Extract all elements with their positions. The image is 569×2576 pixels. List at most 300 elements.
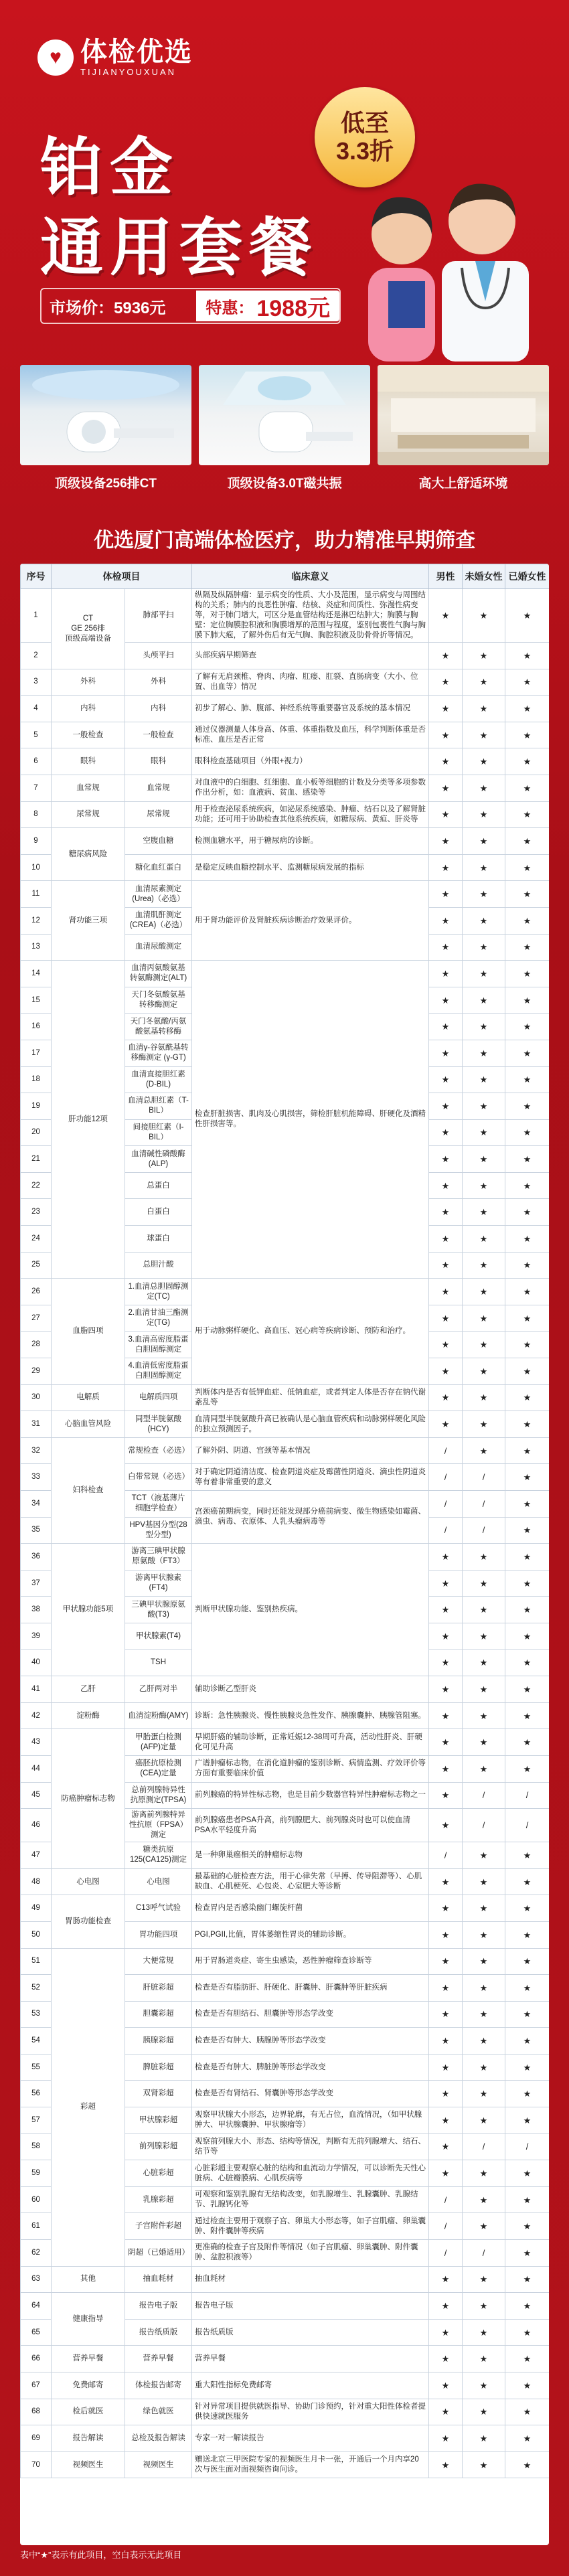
cell-unmarried-female: ★	[463, 1119, 505, 1146]
cell-item: 糖化血红蛋白	[125, 854, 192, 881]
cell-unmarried-female: ★	[463, 2266, 505, 2293]
cell-male: ★	[429, 987, 463, 1014]
cell-male: ★	[429, 1702, 463, 1729]
cell-married-female: ★	[505, 1411, 550, 1438]
cell-category: 检后就医	[52, 2399, 125, 2425]
cell-index: 48	[21, 1868, 52, 1895]
table-row	[21, 801, 550, 828]
cell-item: 总蛋白	[125, 1172, 192, 1199]
cell-married-female: ★	[505, 2107, 550, 2134]
cell-index: 63	[21, 2266, 52, 2293]
cell-unmarried-female: ★	[463, 1066, 505, 1093]
cell-male: ★	[429, 907, 463, 934]
cell-index: 19	[21, 1093, 52, 1120]
cell-item: 天门冬氨酸氨基转移酶测定	[125, 987, 192, 1014]
cell-male: ★	[429, 1199, 463, 1226]
cell-index: 15	[21, 987, 52, 1014]
cell-index: 31	[21, 1411, 52, 1438]
cell-index: 23	[21, 1199, 52, 1226]
cell-index: 25	[21, 1252, 52, 1279]
cell-male: ★	[429, 1305, 463, 1332]
photo-environment	[378, 365, 549, 499]
cell-index: 40	[21, 1649, 52, 1676]
cell-meaning: 最基础的心脏检查方法，用于心律失常（早搏、传导阻滞等）、心肌缺血、心肌梗死、心包炎、心室肥大等诊断	[192, 1868, 429, 1895]
mri-image	[199, 365, 370, 465]
cell-married-female: ★	[505, 1226, 550, 1253]
cell-unmarried-female: /	[463, 2240, 505, 2267]
cell-category: 心电图	[52, 1868, 125, 1895]
cell-married-female: ★	[505, 1649, 550, 1676]
cell-item: 2.血清甘油三酯测定(TG)	[125, 1305, 192, 1332]
cell-male: ★	[429, 696, 463, 722]
cell-index: 12	[21, 907, 52, 934]
checkup-table	[20, 564, 549, 2478]
cell-item: 游离前列腺特异性抗原（FPSA）测定	[125, 1809, 192, 1842]
cell-unmarried-female: ★	[463, 775, 505, 801]
cell-category: 肝功能12项	[52, 961, 125, 1279]
cell-male: ★	[429, 1570, 463, 1597]
cell-unmarried-female: ★	[463, 1226, 505, 1253]
cell-unmarried-female: ★	[463, 1384, 505, 1411]
cell-married-female: ★	[505, 2160, 550, 2187]
cell-item: 血清总胆红素（T-BIL）	[125, 1093, 192, 1120]
cell-unmarried-female: ★	[463, 2186, 505, 2213]
cell-index: 6	[21, 748, 52, 775]
cell-married-female: ★	[505, 696, 550, 722]
cell-index: 26	[21, 1279, 52, 1305]
cell-item: 总前列腺特异性抗原测定(TPSA)	[125, 1782, 192, 1809]
cell-index: 32	[21, 1437, 52, 1464]
cell-unmarried-female: ★	[463, 643, 505, 669]
cell-unmarried-female: ★	[463, 1729, 505, 1756]
cell-unmarried-female: ★	[463, 2451, 505, 2478]
lobby-graphic	[378, 365, 549, 465]
market-price: 市场价：5936元	[50, 299, 166, 317]
cell-index: 9	[21, 828, 52, 855]
cell-meaning: 检查胃内是否感染幽门螺旋杆菌	[192, 1895, 429, 1922]
brand-title: 体检优选	[80, 37, 193, 67]
cell-index: 8	[21, 801, 52, 828]
lobby-image	[378, 365, 549, 465]
cell-married-female: ★	[505, 828, 550, 855]
cell-index: 30	[21, 1384, 52, 1411]
cell-male: ★	[429, 1119, 463, 1146]
cell-male: ★	[429, 1868, 463, 1895]
cell-item: 内科	[125, 696, 192, 722]
cell-meaning: 诊断：急性胰腺炎、慢性胰腺炎急性发作、胰腺囊肿、胰腺管阻塞。	[192, 1702, 429, 1729]
cell-item: 电解质四项	[125, 1384, 192, 1411]
header-unmarried-female: 未婚女性	[463, 564, 505, 589]
cell-male: ★	[429, 1623, 463, 1649]
cell-married-female: ★	[505, 987, 550, 1014]
cell-index: 56	[21, 2081, 52, 2107]
cell-unmarried-female: ★	[463, 987, 505, 1014]
cell-index: 33	[21, 1464, 52, 1491]
cell-meaning: 对于确定阴道清洁度、检查阴道炎症及霉菌性阴道炎、滴虫性阴道炎等有着非常重要的意义	[192, 1464, 429, 1491]
hero-banner	[0, 0, 569, 509]
cell-married-female: ★	[505, 907, 550, 934]
cell-item: 血清尿素测定 (Urea)（必选）	[125, 881, 192, 908]
cell-married-female: ★	[505, 1868, 550, 1895]
cell-index: 16	[21, 1014, 52, 1040]
cell-meaning: 辅助诊断乙型肝炎	[192, 1676, 429, 1703]
cell-meaning: PGI,PGII,比值，胃体萎缩性胃炎的辅助诊断。	[192, 1921, 429, 1948]
cell-meaning: 观察甲状腺大小形态，边界轮廓，有无占位，血流情况，（如甲状腺肿大、甲状腺囊肿、甲状腺瘤等）	[192, 2107, 429, 2134]
cell-married-female: ★	[505, 2186, 550, 2213]
cell-unmarried-female: ★	[463, 934, 505, 961]
cell-meaning: 用于肾功能评价及肾脏疾病诊断治疗效果评价。	[192, 881, 429, 961]
table-row	[21, 961, 550, 987]
cell-unmarried-female: ★	[463, 1842, 505, 1869]
cell-male: ★	[429, 722, 463, 748]
special-price-label: 特惠：	[206, 299, 254, 317]
cell-item: 球蛋白	[125, 1226, 192, 1253]
cell-index: 24	[21, 1226, 52, 1253]
cell-meaning: 前列腺癌的特异性标志物，也是目前少数器官特异性肿瘤标志物之一	[192, 1782, 429, 1809]
cell-male: ★	[429, 1384, 463, 1411]
cell-unmarried-female: ★	[463, 1544, 505, 1571]
cell-item: 抽血耗材	[125, 2266, 192, 2293]
cell-married-female: ★	[505, 775, 550, 801]
cell-male: ★	[429, 1729, 463, 1756]
cell-male: ★	[429, 2346, 463, 2372]
cell-index: 66	[21, 2346, 52, 2372]
special-price-box	[196, 291, 339, 321]
ct-scanner-image	[20, 365, 191, 465]
cell-married-female: ★	[505, 1597, 550, 1623]
cell-category: 糖尿病风险	[52, 828, 125, 881]
cell-item: 游离三碘甲状腺原氨酸（FT3）	[125, 1544, 192, 1571]
header-married-female: 已婚女性	[505, 564, 550, 589]
photo-caption: 顶级设备3.0T磁共振	[227, 477, 342, 491]
cell-item: 乙肝两对半	[125, 1676, 192, 1703]
cell-meaning: 对血液中的白细胞、红细胞、血小板等细胞的计数及分类等多项参数作出分析，如：血液病、贫血、感染等	[192, 775, 429, 801]
cell-category: 防癌肿瘤标志物	[52, 1729, 125, 1868]
table-row	[21, 1437, 550, 1464]
cell-male: ★	[429, 2425, 463, 2452]
package-title-line1: 铂金	[40, 132, 180, 202]
cell-male: ★	[429, 2054, 463, 2081]
cell-unmarried-female: ★	[463, 961, 505, 987]
cell-unmarried-female: ★	[463, 1252, 505, 1279]
table-row	[21, 669, 550, 696]
cell-meaning: 针对异常项目提供就医指导、协助门诊预约，针对重大阳性体检者提供快速就医服务	[192, 2399, 429, 2425]
cell-unmarried-female: ★	[463, 1623, 505, 1649]
cell-item: 一般检查	[125, 722, 192, 748]
cell-meaning: 抽血耗材	[192, 2266, 429, 2293]
cell-unmarried-female: ★	[463, 1093, 505, 1120]
cell-unmarried-female: ★	[463, 589, 505, 643]
cell-item: 血清碱性磷酸酶(ALP)	[125, 1146, 192, 1173]
cell-item: 癌胚抗原检测(CEA)定量	[125, 1755, 192, 1782]
cell-meaning: 重大阳性指标免费邮寄	[192, 2372, 429, 2399]
cell-category: 营养早餐	[52, 2346, 125, 2372]
table-row	[21, 1895, 550, 1922]
cell-married-female: ★	[505, 2346, 550, 2372]
cell-index: 58	[21, 2134, 52, 2160]
cell-male: ★	[429, 1172, 463, 1199]
cell-married-female: ★	[505, 2266, 550, 2293]
cell-category: 甲状腺功能5项	[52, 1544, 125, 1676]
cell-married-female: ★	[505, 1437, 550, 1464]
cell-item: 营养早餐	[125, 2346, 192, 2372]
header-index: 序号	[21, 564, 52, 589]
headline: 优选厦门高端体检医疗，助力精准早期筛查	[94, 530, 475, 552]
cell-item: 甲状腺素(T4)	[125, 1623, 192, 1649]
cell-married-female: ★	[505, 2028, 550, 2055]
cell-index: 59	[21, 2160, 52, 2187]
cell-index: 55	[21, 2054, 52, 2081]
cell-index: 61	[21, 2213, 52, 2240]
cell-item: 血清肌酐测定 (CREA)（必选）	[125, 907, 192, 934]
cell-meaning: 判断甲状腺功能、鉴别热疾病。	[192, 1544, 429, 1676]
table-row	[21, 1279, 550, 1305]
cell-meaning: 血清同型半胱氨酸升高已被确认是心脑血管疾病和动脉粥样硬化风险的独立预测因子。	[192, 1411, 429, 1438]
cell-unmarried-female: ★	[463, 2372, 505, 2399]
cell-meaning: 可观察和鉴别乳腺有无结构改变，如乳腺增生、乳腺囊肿、乳腺结节、乳腺钙化等	[192, 2186, 429, 2213]
cell-item: 天门冬氨酸/丙氨酸氨基转移酶	[125, 1014, 192, 1040]
cell-item: 子宫附件彩超	[125, 2213, 192, 2240]
cell-married-female: ★	[505, 1755, 550, 1782]
cell-male: ★	[429, 2451, 463, 2478]
cell-male: ★	[429, 2134, 463, 2160]
cell-item: 血清淀粉酶(AMY)	[125, 1702, 192, 1729]
photo-caption: 顶级设备256排CT	[54, 477, 157, 491]
cell-male: ★	[429, 2001, 463, 2028]
cell-index: 13	[21, 934, 52, 961]
cell-index: 7	[21, 775, 52, 801]
cell-male: ★	[429, 1093, 463, 1120]
cell-married-female: ★	[505, 1119, 550, 1146]
cell-item: 白蛋白	[125, 1199, 192, 1226]
cell-index: 27	[21, 1305, 52, 1332]
cell-unmarried-female: ★	[463, 1895, 505, 1922]
cell-item: 常规检查（必选）	[125, 1437, 192, 1464]
cell-married-female: ★	[505, 1279, 550, 1305]
cell-married-female: ★	[505, 1702, 550, 1729]
cell-index: 39	[21, 1623, 52, 1649]
cell-index: 36	[21, 1544, 52, 1571]
package-title	[40, 127, 319, 288]
cell-item: 甲胎蛋白检测(AFP)定量	[125, 1729, 192, 1756]
cell-meaning: 广谱肿瘤标志物，在消化道肿瘤的鉴别诊断、病情监测、疗效评价等方面有重要临床价值	[192, 1755, 429, 1782]
cell-married-female: ★	[505, 881, 550, 908]
cell-index: 50	[21, 1921, 52, 1948]
cell-male: ★	[429, 1649, 463, 1676]
cell-unmarried-female: ★	[463, 1676, 505, 1703]
cell-male: ★	[429, 961, 463, 987]
cell-unmarried-female: ★	[463, 1305, 505, 1332]
cell-male: ★	[429, 1332, 463, 1358]
cell-index: 4	[21, 696, 52, 722]
cell-unmarried-female: ★	[463, 2054, 505, 2081]
cell-item: TCT（液基薄片细胞学检查）	[125, 1491, 192, 1518]
cell-male: /	[429, 2240, 463, 2267]
cell-item: 大便常规	[125, 1948, 192, 1975]
cell-married-female: ★	[505, 1729, 550, 1756]
cell-item: 心脏彩超	[125, 2160, 192, 2187]
cell-meaning: 报告电子版	[192, 2293, 429, 2320]
cell-item: 绿色就医	[125, 2399, 192, 2425]
cell-unmarried-female: ★	[463, 2293, 505, 2320]
cell-unmarried-female: /	[463, 1464, 505, 1491]
cell-male: ★	[429, 1948, 463, 1975]
table-row	[21, 2266, 550, 2293]
cell-unmarried-female: ★	[463, 907, 505, 934]
cell-meaning: 纵隔及纵隔肿瘤：显示病变的性质、大小及范围，显示病变与周围结构的关系；肺内的良恶性肿瘤、结核、炎症和间质性、弥漫性病变等，对于肺门增大，可区分是血管结构还是淋巴结肿大；胸膜与胸壁：定位胸膜腔积液和胸膜增厚的范围与程度，鉴别包裹性气胸与胸膜下肺大疱，了解外伤后有无气胸、胸腔积液及肋骨骨折等情况。	[192, 589, 429, 643]
cell-male: ★	[429, 1358, 463, 1385]
cell-meaning: 检查是否有胆结石、胆囊肿等形态学改变	[192, 2001, 429, 2028]
cell-item: 总胆汁酸	[125, 1252, 192, 1279]
cell-index: 21	[21, 1146, 52, 1173]
cell-meaning: 检查是否有肿大、脾脏肿等形态学改变	[192, 2054, 429, 2081]
cell-category: 血常规	[52, 775, 125, 801]
cell-item: 外科	[125, 669, 192, 696]
cell-item: 胆囊彩超	[125, 2001, 192, 2028]
photo-ct	[20, 365, 191, 499]
cell-index: 38	[21, 1597, 52, 1623]
cell-category: 内科	[52, 696, 125, 722]
cell-index: 20	[21, 1119, 52, 1146]
cell-category: 淀粉酶	[52, 1702, 125, 1729]
cell-male: ★	[429, 2081, 463, 2107]
cell-item: 空腹血糖	[125, 828, 192, 855]
cell-married-female: ★	[505, 854, 550, 881]
cell-meaning: 判断体内是否有低钾血症、低钠血症，或者判定人体是否存在钠代谢紊乱等	[192, 1384, 429, 1411]
price-bar	[40, 288, 341, 324]
table-row	[21, 1868, 550, 1895]
cell-item: 乳腺彩超	[125, 2186, 192, 2213]
cell-meaning: 了解外阴、阴道、宫颈等基本情况	[192, 1437, 429, 1464]
cell-category: 乙肝	[52, 1676, 125, 1703]
cell-male: ★	[429, 2293, 463, 2320]
cell-married-female: ★	[505, 934, 550, 961]
cell-unmarried-female: ★	[463, 1279, 505, 1305]
cell-index: 18	[21, 1066, 52, 1093]
cell-married-female: /	[505, 1782, 550, 1809]
cell-item: 双肾彩超	[125, 2081, 192, 2107]
cell-unmarried-female: ★	[463, 722, 505, 748]
cell-index: 60	[21, 2186, 52, 2213]
cell-meaning: 更准确的检查子宫及附件等情况（如子宫肌瘤、卵巢囊肿、附件囊肿、盆腔积液等）	[192, 2240, 429, 2267]
table-row	[21, 775, 550, 801]
table-row	[21, 881, 550, 908]
cell-meaning: 是稳定反映血糖控制水平、监测糖尿病发展的指标	[192, 854, 429, 881]
cell-unmarried-female: ★	[463, 1702, 505, 1729]
cell-index: 57	[21, 2107, 52, 2134]
cell-unmarried-female: ★	[463, 854, 505, 881]
cell-unmarried-female: ★	[463, 748, 505, 775]
cell-male: ★	[429, 828, 463, 855]
cell-male: ★	[429, 1066, 463, 1093]
table-row	[21, 2372, 550, 2399]
cell-index: 43	[21, 1729, 52, 1756]
cell-unmarried-female: /	[463, 1517, 505, 1544]
cell-item: 血常规	[125, 775, 192, 801]
cell-item: 前列腺彩超	[125, 2134, 192, 2160]
cell-category: 其他	[52, 2266, 125, 2293]
cell-male: ★	[429, 1676, 463, 1703]
discount-line2: 3.3折	[335, 137, 394, 165]
cell-married-female: ★	[505, 2001, 550, 2028]
heart-logo-icon: ♥	[37, 39, 74, 76]
cell-male: ★	[429, 1544, 463, 1571]
cell-unmarried-female: ★	[463, 2346, 505, 2372]
cell-item: 甲状腺彩超	[125, 2107, 192, 2134]
cell-meaning: 检查是否有脂肪肝、肝硬化、肝囊肿、肝囊肿等肝脏疾病	[192, 1975, 429, 2002]
cell-married-female: ★	[505, 1199, 550, 1226]
cell-item: 尿常规	[125, 801, 192, 828]
cell-unmarried-female: ★	[463, 801, 505, 828]
cell-married-female: /	[505, 2134, 550, 2160]
cell-male: /	[429, 1517, 463, 1544]
discount-line1: 低至	[340, 109, 389, 137]
cell-index: 14	[21, 961, 52, 987]
cell-item: 胰腺彩超	[125, 2028, 192, 2055]
cell-category: 彩超	[52, 1948, 125, 2266]
cell-married-female: ★	[505, 801, 550, 828]
cell-unmarried-female: ★	[463, 881, 505, 908]
cell-meaning: 报告纸质版	[192, 2319, 429, 2346]
cell-meaning: 初步了解心、肺、腹部、神经系统等重要器官及系统的基本情况	[192, 696, 429, 722]
cell-married-female: ★	[505, 1570, 550, 1597]
cell-married-female: ★	[505, 2425, 550, 2452]
cell-unmarried-female: /	[463, 1491, 505, 1518]
cell-married-female: ★	[505, 1384, 550, 1411]
cell-unmarried-female: ★	[463, 1649, 505, 1676]
cell-married-female: ★	[505, 1842, 550, 1869]
cell-category: 心脑血管风险	[52, 1411, 125, 1438]
cell-married-female: ★	[505, 961, 550, 987]
cell-category: 尿常规	[52, 801, 125, 828]
cell-meaning: 通过检查主要用于观察子宫、卵巢大小形态等，如子宫肌瘤、卵巢囊肿、附件囊肿等疾病	[192, 2213, 429, 2240]
cell-index: 69	[21, 2425, 52, 2452]
cell-married-female: ★	[505, 1544, 550, 1571]
cell-index: 68	[21, 2399, 52, 2425]
cell-item: 3.血清高密度脂蛋白胆固醇测定	[125, 1332, 192, 1358]
cell-item: 4.血清低密度脂蛋白胆固醇测定	[125, 1358, 192, 1385]
cell-category: 外科	[52, 669, 125, 696]
cell-male: /	[429, 1464, 463, 1491]
cell-index: 62	[21, 2240, 52, 2267]
cell-male: ★	[429, 934, 463, 961]
cell-male: ★	[429, 775, 463, 801]
table-row	[21, 1544, 550, 1571]
cell-unmarried-female: ★	[463, 1570, 505, 1597]
cell-married-female: ★	[505, 748, 550, 775]
cell-male: /	[429, 1842, 463, 1869]
cell-male: /	[429, 2186, 463, 2213]
cell-unmarried-female: ★	[463, 1040, 505, 1066]
cell-item: C13呼气试验	[125, 1895, 192, 1922]
cell-male: /	[429, 1491, 463, 1518]
cell-male: ★	[429, 1411, 463, 1438]
cell-unmarried-female: /	[463, 1809, 505, 1842]
cell-index: 64	[21, 2293, 52, 2320]
cell-index: 49	[21, 1895, 52, 1922]
cell-male: ★	[429, 1975, 463, 2002]
cell-male: ★	[429, 801, 463, 828]
cell-meaning: 赠送北京三甲医院专家的视频医生月卡一张，开通后一个月内享20次与医生面对面视频咨询问诊。	[192, 2451, 429, 2478]
table-row	[21, 696, 550, 722]
cell-married-female: ★	[505, 1040, 550, 1066]
cell-married-female: ★	[505, 2054, 550, 2081]
cell-married-female: ★	[505, 1676, 550, 1703]
table-row	[21, 828, 550, 855]
facility-photos	[20, 365, 549, 499]
cell-married-female: ★	[505, 1172, 550, 1199]
cell-item: 眼科	[125, 748, 192, 775]
